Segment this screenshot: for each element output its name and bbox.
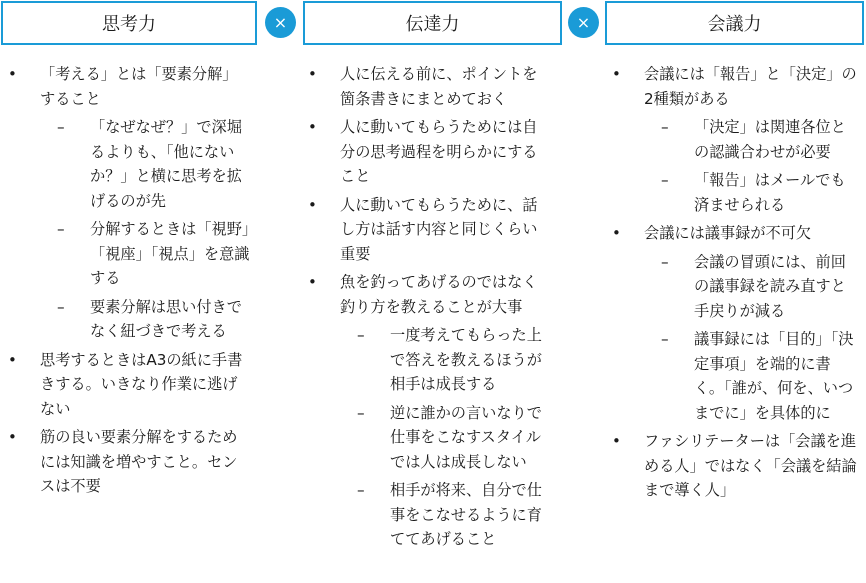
header-meeting [605, 1, 864, 45]
bullet-icon: • [8, 350, 17, 369]
list-item: • 魚を釣ってあげるのではなく釣り方を教えることが大事 – 一度考えてもらった上で答えを教えるほうが相手は成長する – 逆に誰かの言いなりで仕事をこなすスタイルでは人は成長しない – 相手が将来、自分で仕事をこなせるように育ててあげること [300, 270, 562, 552]
dash-icon: – [661, 171, 669, 189]
bullet-icon: • [612, 65, 621, 83]
dash-icon: – [661, 330, 669, 348]
list-item: • 人に動いてもらうために、話し方は話す内容と同じくらい重要 [300, 193, 562, 267]
list-item: • 会議には議事録が不可欠 – 会議の冒頭には、前回の議事録を読み直すと手戻りが減る – 議事録には「目的」「決定事項」を端的に書く。「誰が、何を、いつまでに」を具体的に [604, 221, 866, 425]
column-communication [300, 62, 562, 556]
header-thinking [1, 1, 257, 45]
dash-icon: – [661, 118, 669, 136]
bullet-icon: • [308, 65, 317, 83]
bullet-icon: • [612, 432, 621, 450]
dash-icon: – [57, 297, 65, 316]
header-communication-label: 伝達力 [405, 14, 460, 35]
list-item: • ファシリテーターは「会議を進める人」ではなく「会議を結論まで導く人」 [604, 429, 866, 503]
bullet-icon: • [8, 428, 17, 446]
sub-list-item: – 要素分解は思い付きでなく紐づきで考える [40, 295, 262, 344]
sub-list-item: – 「なぜなぜ？」で深堀るよりも、「他にないか？」と横に思考を拡げるのが先 [40, 115, 262, 213]
sub-list-item: – 議事録には「目的」「決定事項」を端的に書く。「誰が、何を、いつまでに」を具体的に [644, 327, 866, 425]
header-thinking-label: 思考力 [102, 14, 156, 35]
list-item: • 筋の良い要素分解をするためには知識を増やすこと。センスは不要 [0, 425, 262, 499]
sub-list-item: – 分解するときは「視野」「視座」「視点」を意識する [40, 217, 262, 291]
sub-list-item: – 相手が将来、自分で仕事をこなせるように育ててあげること [340, 478, 562, 552]
dash-icon: – [357, 403, 365, 422]
bullet-icon: • [308, 118, 317, 136]
dash-icon: – [661, 252, 669, 271]
multiply-icon: × [265, 7, 296, 38]
column-thinking [0, 62, 262, 503]
sub-list-item: – 会議の冒頭には、前回の議事録を読み直すと手戻りが減る [644, 250, 866, 324]
list-item: • 人に動いてもらうためには自分の思考過程を明らかにすること [300, 115, 562, 189]
bullet-icon: • [612, 224, 621, 242]
dash-icon: – [357, 481, 365, 499]
multiply-icon: × [568, 7, 599, 38]
dash-icon: – [57, 220, 65, 238]
list-item: • 人に伝える前に、ポイントを箇条書きにまとめておく [300, 62, 562, 111]
bullet-icon: • [8, 65, 17, 83]
header-communication [303, 1, 562, 45]
sub-list-item: – 一度考えてもらった上で答えを教えるほうが相手は成長する [340, 323, 562, 397]
header-meeting-label: 会議力 [707, 14, 762, 35]
bullet-icon: • [308, 273, 317, 291]
list-item: • 「考える」とは「要素分解」すること – 「なぜなぜ？」で深堀るよりも、「他にないか？」と横に思考を拡げるのが先 – 分解するときは「視野」「視座」「視点」を意識する – 要素分解は思い付きでなく紐づきで考える [0, 62, 262, 344]
list-item: • 会議には「報告」と「決定」の2種類がある – 「決定」は関連各位との認識合わせが必要 – 「報告」はメールでも済ませられる [604, 62, 866, 217]
dash-icon: – [57, 118, 65, 136]
sub-list-item: – 逆に誰かの言いなりで仕事をこなすスタイルでは人は成長しない [340, 401, 562, 475]
dash-icon: – [357, 326, 365, 344]
sub-list-item: – 「報告」はメールでも済ませられる [644, 168, 866, 217]
column-meeting [604, 62, 866, 507]
sub-list-item: – 「決定」は関連各位との認識合わせが必要 [644, 115, 866, 164]
bullet-icon: • [308, 195, 317, 214]
list-item: • 思考するときはA3の紙に手書きする。いきなり作業に逃げない [0, 348, 262, 422]
